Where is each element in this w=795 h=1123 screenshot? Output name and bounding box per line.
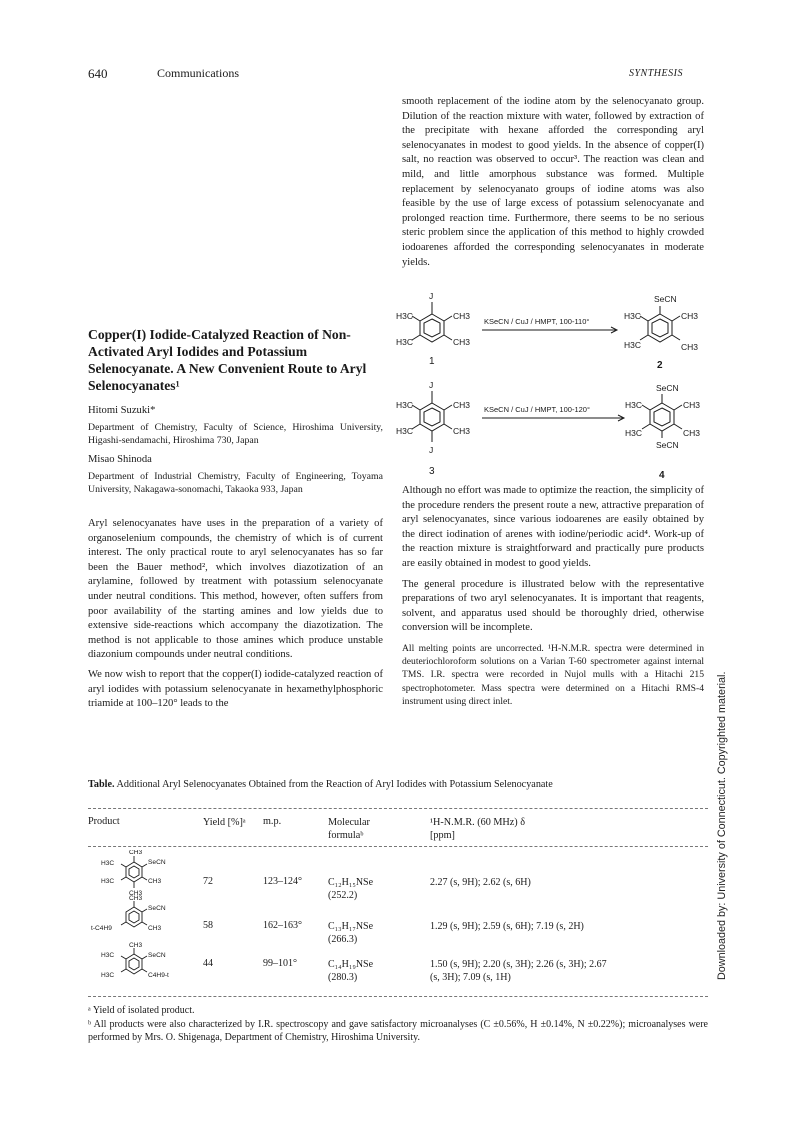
table-header-product: Product bbox=[88, 816, 120, 827]
table-header-formula: Molecular formulaᵇ bbox=[328, 817, 370, 841]
atom-label: H3C bbox=[101, 952, 115, 959]
atom-label: CH3 bbox=[453, 337, 471, 347]
table-cell-mp: 123–124° bbox=[263, 876, 302, 887]
journal-name: SYNTHESIS bbox=[629, 68, 683, 79]
atom-label: H3C bbox=[624, 311, 642, 321]
atom-label: CH3 bbox=[148, 878, 162, 885]
table-cell-nmr: 1.29 (s, 9H); 2.59 (s, 6H); 7.19 (s, 2H) bbox=[430, 921, 584, 932]
atom-label: t-C4H9 bbox=[91, 925, 112, 932]
molecular-mass: (280.3) bbox=[328, 972, 358, 983]
atom-label: H3C bbox=[101, 972, 115, 979]
atom-label: H3C bbox=[624, 340, 642, 350]
molecular-formula: C₁₃H₁₇NSe bbox=[328, 921, 374, 932]
author-name: Hitomi Suzuki* bbox=[88, 405, 156, 416]
footnote: ᵇ All products were also characterized by I.R. spectroscopy and gave satisfactory microanalyses (C ±0.56%, H ±0.14%, N ±0.22%); microanalyses were performed by Mrs. O. Shigenaga, Department of Chemistry, Hiroshima University. bbox=[88, 1019, 708, 1044]
atom-label: C4H9-t bbox=[148, 972, 169, 979]
table-rule bbox=[88, 846, 708, 847]
atom-label: H3C bbox=[396, 426, 414, 436]
atom-label: H3C bbox=[101, 860, 115, 867]
table-cell-yield: 58 bbox=[203, 920, 213, 931]
table-header-nmr: ¹H-N.M.R. (60 MHz) δ [ppm] bbox=[430, 817, 526, 841]
author-affiliation: Department of Chemistry, Faculty of Science, Hiroshima University, Higashi-sendamachi, Hiroshima 730, Japan bbox=[88, 422, 383, 446]
reaction-scheme bbox=[392, 288, 712, 488]
experimental-note: All melting points are uncorrected. ¹H-N.M.R. spectra were determined in deuteriochloroform solutions on a Varian T-60 spectrometer against internal TMS. I.R. spectra were recorded in Nujol mulls with a Hitachi 215 spectrophotometer. Mass spectra were determined on a Hitachi RMS-4 instrument using direct inlet. bbox=[402, 642, 704, 707]
section-name: Communications bbox=[157, 66, 239, 80]
atom-label: H3C bbox=[396, 311, 414, 321]
atom-label: SeCN bbox=[656, 383, 679, 393]
atom-label: H3C bbox=[396, 400, 414, 410]
table-cell-yield: 44 bbox=[203, 958, 213, 969]
table-cell-formula bbox=[328, 876, 373, 902]
atom-label: SeCN bbox=[148, 905, 166, 912]
atom-label: CH3 bbox=[681, 342, 699, 352]
reaction-conditions: KSeCN / CuJ / HMPT, 100-110° bbox=[484, 317, 590, 326]
table-cell-formula bbox=[328, 920, 373, 946]
atom-label: CH3 bbox=[681, 311, 699, 321]
atom-label: J bbox=[429, 380, 434, 390]
atom-label: SeCN bbox=[654, 294, 677, 304]
reaction-conditions: KSeCN / CuJ / HMPT, 100-120° bbox=[484, 405, 590, 414]
atom-label: H3C bbox=[625, 400, 643, 410]
table-cell-mp: 162–163° bbox=[263, 920, 302, 931]
atom-label: CH3 bbox=[683, 400, 701, 410]
right-top-paragraph: smooth replacement of the iodine atom by the selenocyanato group. Dilution of the reaction mixture with water, followed by extraction of the precipitate with hexane afforded the corresponding aryl selenocyanates in modest to good yields. In the absence of copper(I) salt, no reaction was observed to occur³. The reaction was clean and mild, and little amorphous substance was formed. Multiple replacement by selenocyanato groups of iodine atoms was also feasible by the use of large excess of potassium selenocyanate and prolonged reaction time. Furthermore, there seems to be no serious steric problem since the application of this method to highly crowded iodoarenes afforded the corresponding selenocyanates in moderate yields. bbox=[402, 96, 704, 268]
molecular-formula: C₁₂H₁₅NSe bbox=[328, 877, 374, 888]
table-caption-label: Table. bbox=[88, 779, 115, 790]
atom-label: CH3 bbox=[148, 925, 162, 932]
table-header-yield: Yield [%]ᵃ bbox=[203, 817, 246, 828]
download-watermark: Downloaded by: University of Connecticut. Copyrighted material. bbox=[716, 671, 728, 980]
atom-label: CH3 bbox=[129, 890, 143, 897]
page-number: 640 bbox=[88, 66, 108, 81]
footnote: ᵃ Yield of isolated product. bbox=[88, 1005, 195, 1016]
body-paragraph: We now wish to report that the copper(I) iodide-catalyzed reaction of aryl iodides with potassium selenocyanate in hexamethylphosphoric triamide at 100–120° leads to the bbox=[88, 668, 383, 710]
atom-label: CH3 bbox=[129, 895, 143, 902]
atom-label: H3C bbox=[101, 878, 115, 885]
compound-number: 3 bbox=[429, 466, 435, 477]
table-header-mp: m.p. bbox=[263, 816, 282, 827]
atom-label: CH3 bbox=[453, 400, 471, 410]
table-caption-text: Additional Aryl Selenocyanates Obtained from the Reaction of Aryl Iodides with Potassium Selenocyanate bbox=[116, 779, 553, 790]
molecular-mass: (252.2) bbox=[328, 890, 358, 901]
atom-label: SeCN bbox=[148, 859, 166, 866]
atom-label: J bbox=[429, 445, 434, 455]
atom-label: H3C bbox=[396, 337, 414, 347]
atom-label: SeCN bbox=[148, 952, 166, 959]
atom-label: CH3 bbox=[129, 942, 143, 949]
table-cell-yield: 72 bbox=[203, 876, 213, 887]
compound-number: 1 bbox=[429, 356, 435, 367]
body-paragraph: Aryl selenocyanates have uses in the preparation of a variety of organoselenium compounds, the chemistry of which is of current interest. The only practical route to aryl selenocyanates has so far been the Bauer method², which involves diazotization of an arylamine, followed by treatment with potassium selenocyanate under neutral conditions. This method, however, often suffers from poor availability of the starting amines and low yields due to extensive side-reactions which accompany the diazotization. The method is not applicable to those amines which produce unstable diazonium compounds under neutral conditions. bbox=[88, 518, 383, 661]
atom-label: J bbox=[429, 291, 434, 301]
table-cell-nmr: 1.50 (s, 9H); 2.20 (s, 3H); 2.26 (s, 3H); 2.67 (s, 3H); 7.09 (s, 1H) bbox=[430, 959, 607, 983]
atom-label: H3C bbox=[625, 428, 643, 438]
atom-label: CH3 bbox=[683, 428, 701, 438]
table-cell-formula bbox=[328, 958, 373, 984]
molecular-formula: C₁₄H₁₉NSe bbox=[328, 959, 374, 970]
table-cell-mp: 99–101° bbox=[263, 958, 297, 969]
molecular-mass: (266.3) bbox=[328, 934, 358, 945]
table-caption bbox=[88, 778, 708, 791]
author-name: Misao Shinoda bbox=[88, 454, 152, 465]
table-rule bbox=[88, 808, 708, 809]
author-affiliation: Department of Industrial Chemistry, Faculty of Engineering, Toyama University, Nakagawa-sonomachi, Takaoka 933, Japan bbox=[88, 471, 383, 495]
compound-number: 2 bbox=[657, 360, 663, 371]
body-paragraph: The general procedure is illustrated below with the representative preparations of two aryl selenocyanates. It is important that reagents, solvent, and apparatus used should be thoroughly dried, otherwise conversion will be incomplete. bbox=[402, 578, 704, 634]
atom-label: CH3 bbox=[453, 311, 471, 321]
atom-label: SeCN bbox=[656, 440, 679, 450]
body-paragraph: Although no effort was made to optimize the reaction, the simplicity of the procedure renders the present route a new, attractive preparation of aryl selenocyanates, since various iodoarenes are easily obtained by the direct iodination of arenes with iodine/periodic acid⁴. Work-up of the reaction mixture is straightforward and practically pure products are easily obtained in modest to good yields. bbox=[402, 485, 704, 569]
table-structures bbox=[88, 850, 198, 990]
table-rule bbox=[88, 996, 708, 997]
article-title: Copper(I) Iodide-Catalyzed Reaction of Non-Activated Aryl Iodides and Potassium Selenocyanate. A New Convenient Route to Aryl Selenocyanates¹ bbox=[88, 327, 367, 393]
compound-number: 4 bbox=[659, 470, 665, 481]
atom-label: CH3 bbox=[453, 426, 471, 436]
atom-label: CH3 bbox=[129, 850, 143, 856]
table-cell-nmr: 2.27 (s, 9H); 2.62 (s, 6H) bbox=[430, 877, 531, 888]
